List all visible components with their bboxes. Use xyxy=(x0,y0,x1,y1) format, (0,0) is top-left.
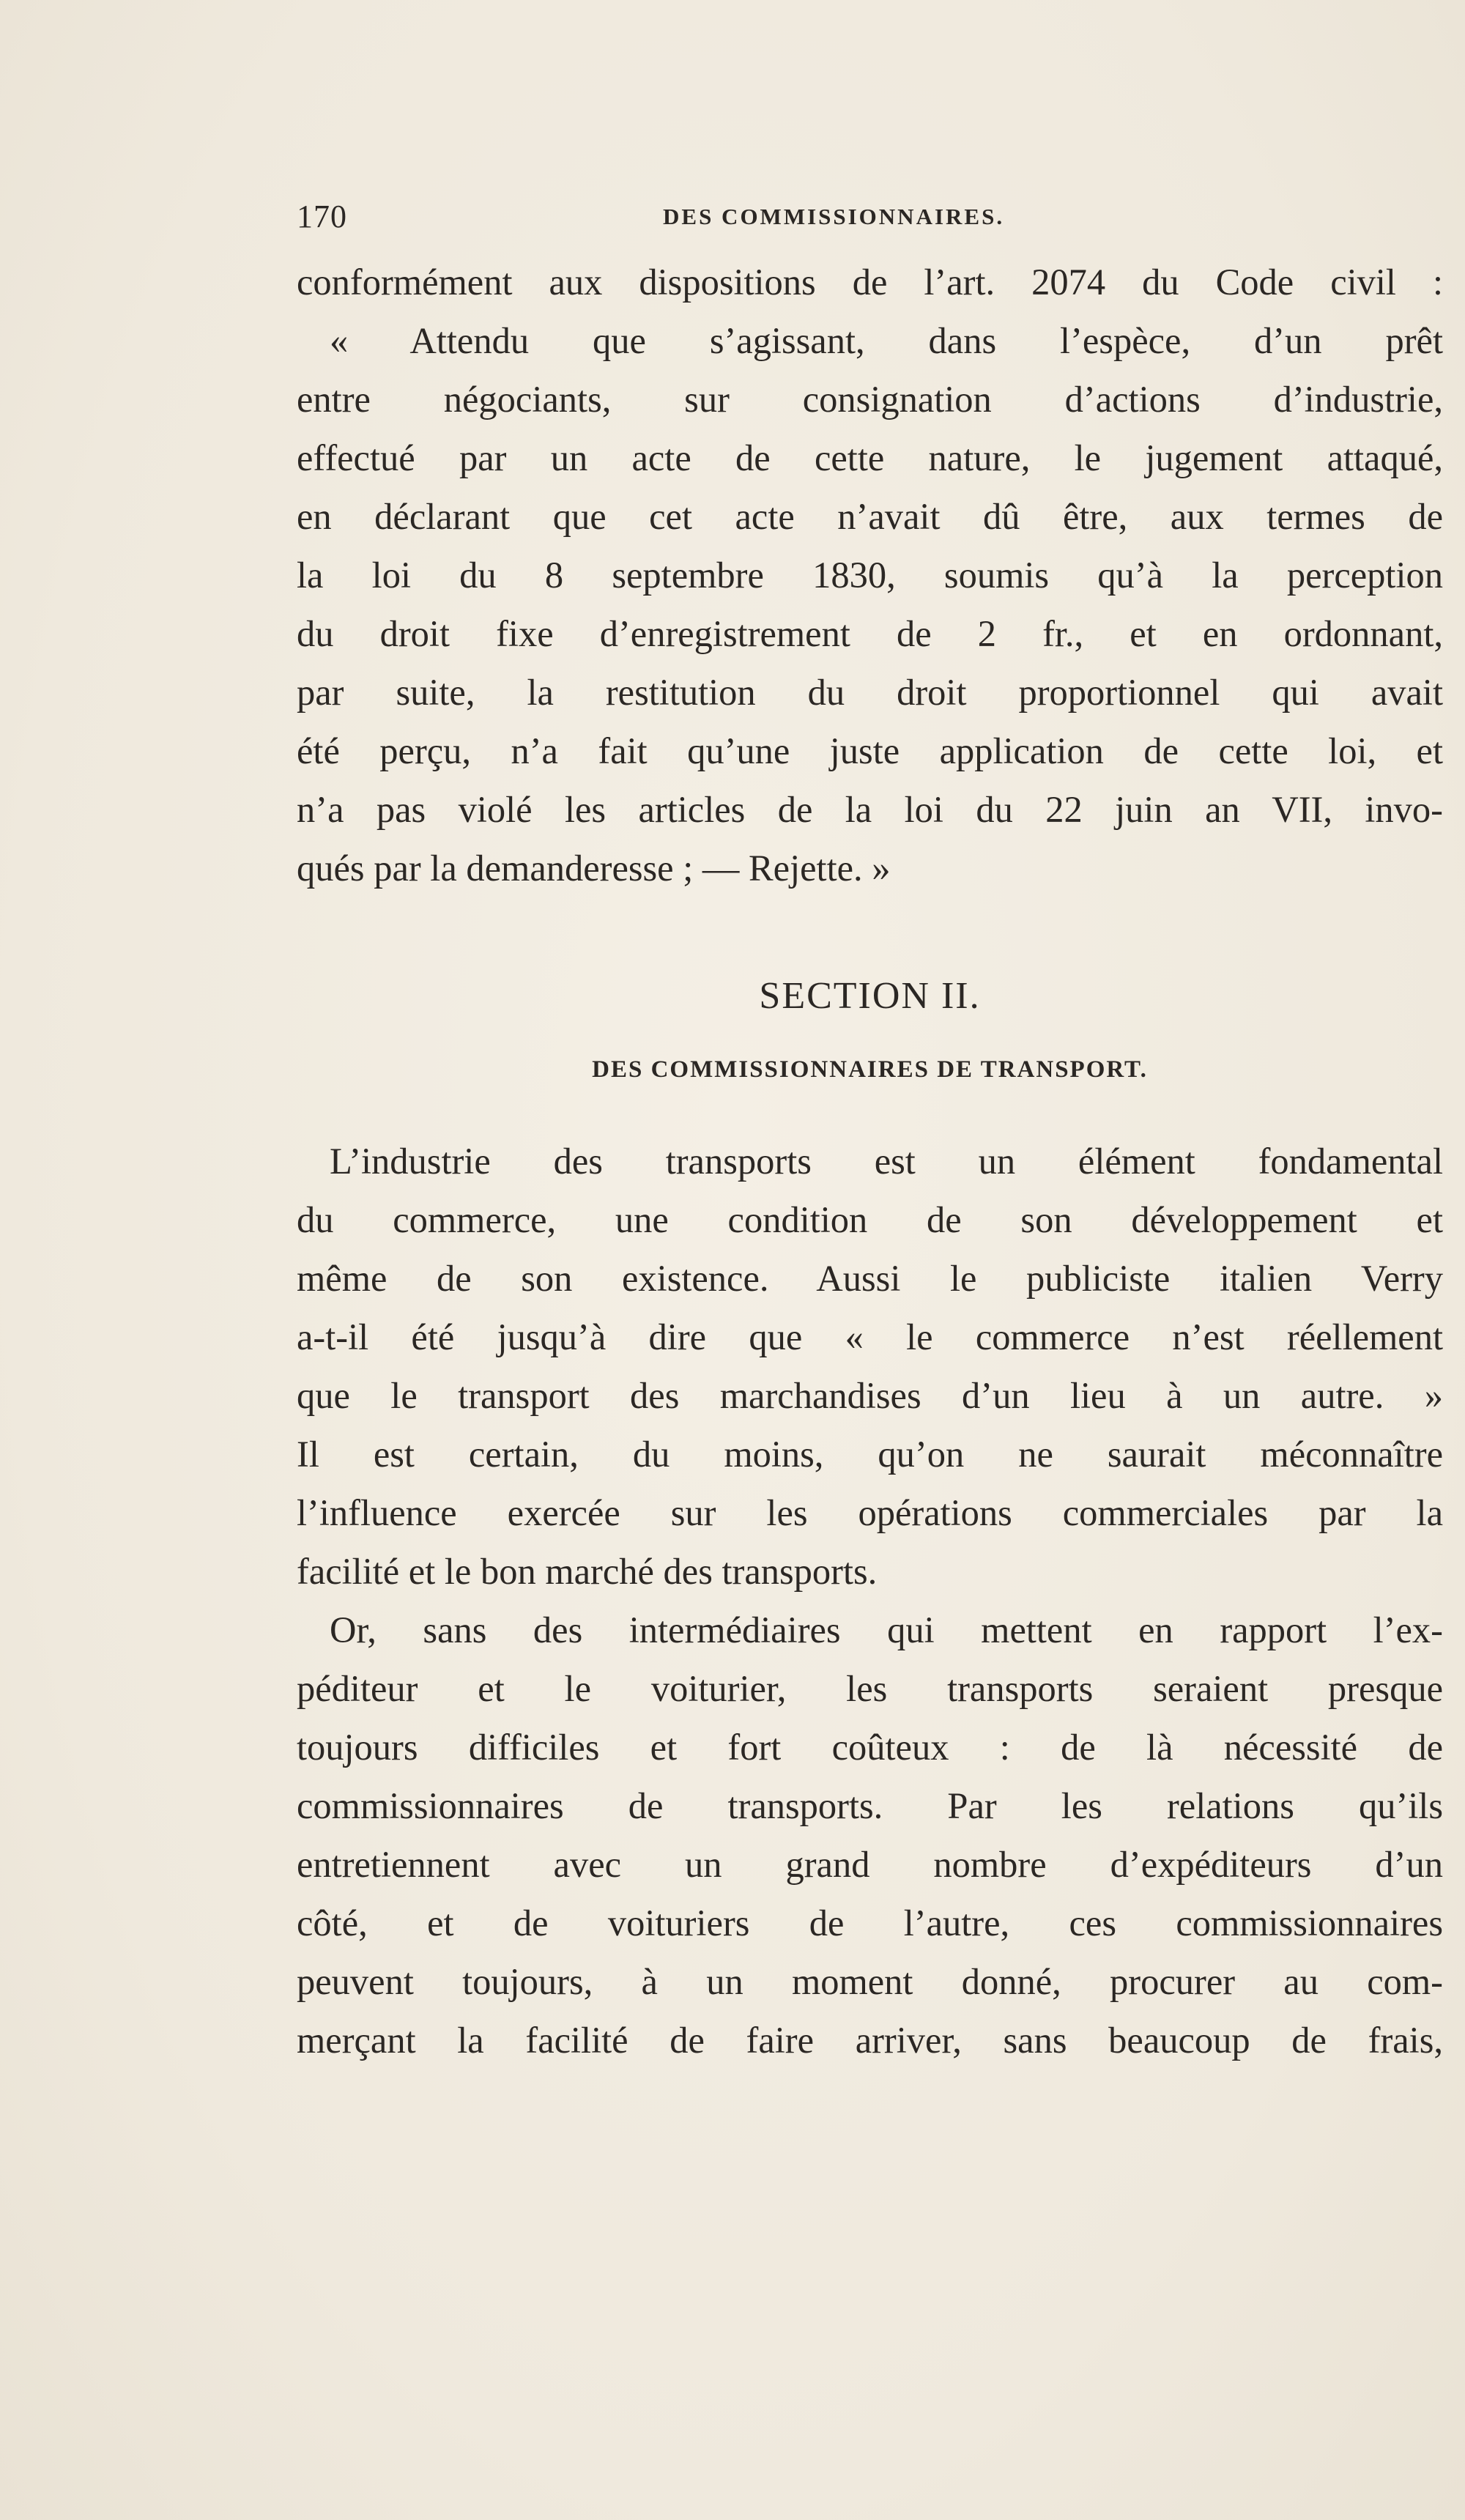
text-line: la loi du 8 septembre 1830, soumis qu’à la perception xyxy=(297,555,1443,596)
running-title: DES COMMISSIONNAIRES. xyxy=(663,204,1005,229)
text-line: conformément aux dispositions de l’art. 2074 du Code civil : xyxy=(297,262,1443,303)
paragraph-intermediaries xyxy=(297,1601,1443,2069)
text-line: qués par la demanderesse ; — Rejette. » xyxy=(297,848,891,889)
text-line: commissionnaires de transports. Par les relations qu’ils xyxy=(297,1785,1443,1826)
text-line: entre négociants, sur consignation d’actions d’industrie, xyxy=(297,379,1443,420)
text-line: entretiennent avec un grand nombre d’expéditeurs d’un xyxy=(297,1844,1443,1885)
text-line: facilité et le bon marché des transports. xyxy=(297,1551,878,1592)
page-number: 170 xyxy=(297,199,347,234)
text-line: « Attendu que s’agissant, dans l’espèce, d’un prêt xyxy=(330,320,1443,361)
text-line: même de son existence. Aussi le publiciste italien Verry xyxy=(297,1258,1443,1299)
section-title: SECTION II. xyxy=(759,975,981,1017)
text-line: du droit fixe d’enregistrement de 2 fr., et en ordonnant, xyxy=(297,613,1443,654)
section-subtitle: DES COMMISSIONNAIRES DE TRANSPORT. xyxy=(592,1056,1148,1083)
running-head xyxy=(297,198,1443,249)
text-line: merçant la facilité de faire arriver, sans beaucoup de frais, xyxy=(297,2020,1443,2061)
text-line: Or, sans des intermédiaires qui mettent en rapport l’ex- xyxy=(330,1609,1443,1650)
text-line: du commerce, une condition de son développement et xyxy=(297,1199,1443,1240)
text-line: péditeur et le voiturier, les transports seraient presque xyxy=(297,1668,1443,1709)
text-line: été perçu, n’a fait qu’une juste application de cette loi, et xyxy=(297,730,1443,771)
text-line: L’industrie des transports est un élément fondamental xyxy=(330,1141,1443,1182)
text-line: Il est certain, du moins, qu’on ne saurait méconnaître xyxy=(297,1434,1443,1475)
paragraph-judgment xyxy=(297,253,1443,897)
text-line: toujours difficiles et fort coûteux : de là nécessité de xyxy=(297,1727,1443,1768)
text-line: que le transport des marchandises d’un lieu à un autre. » xyxy=(297,1375,1443,1416)
text-line: peuvent toujours, à un moment donné, procurer au com- xyxy=(297,1961,1443,2002)
text-line: l’influence exercée sur les opérations commerciales par la xyxy=(297,1492,1443,1533)
paragraph-transport-industry xyxy=(297,1132,1443,1601)
text-line: effectué par un acte de cette nature, le jugement attaqué, xyxy=(297,437,1443,478)
text-line: n’a pas violé les articles de la loi du 22 juin an VII, invo- xyxy=(297,789,1443,830)
page-text xyxy=(297,198,1443,2069)
text-line: côté, et de voituriers de l’autre, ces commissionnaires xyxy=(297,1902,1443,1943)
text-line: a-t-il été jusqu’à dire que « le commerce n’est réellement xyxy=(297,1316,1443,1357)
text-line: en déclarant que cet acte n’avait dû être, aux termes de xyxy=(297,496,1443,537)
text-line: par suite, la restitution du droit proportionnel qui avait xyxy=(297,672,1443,713)
